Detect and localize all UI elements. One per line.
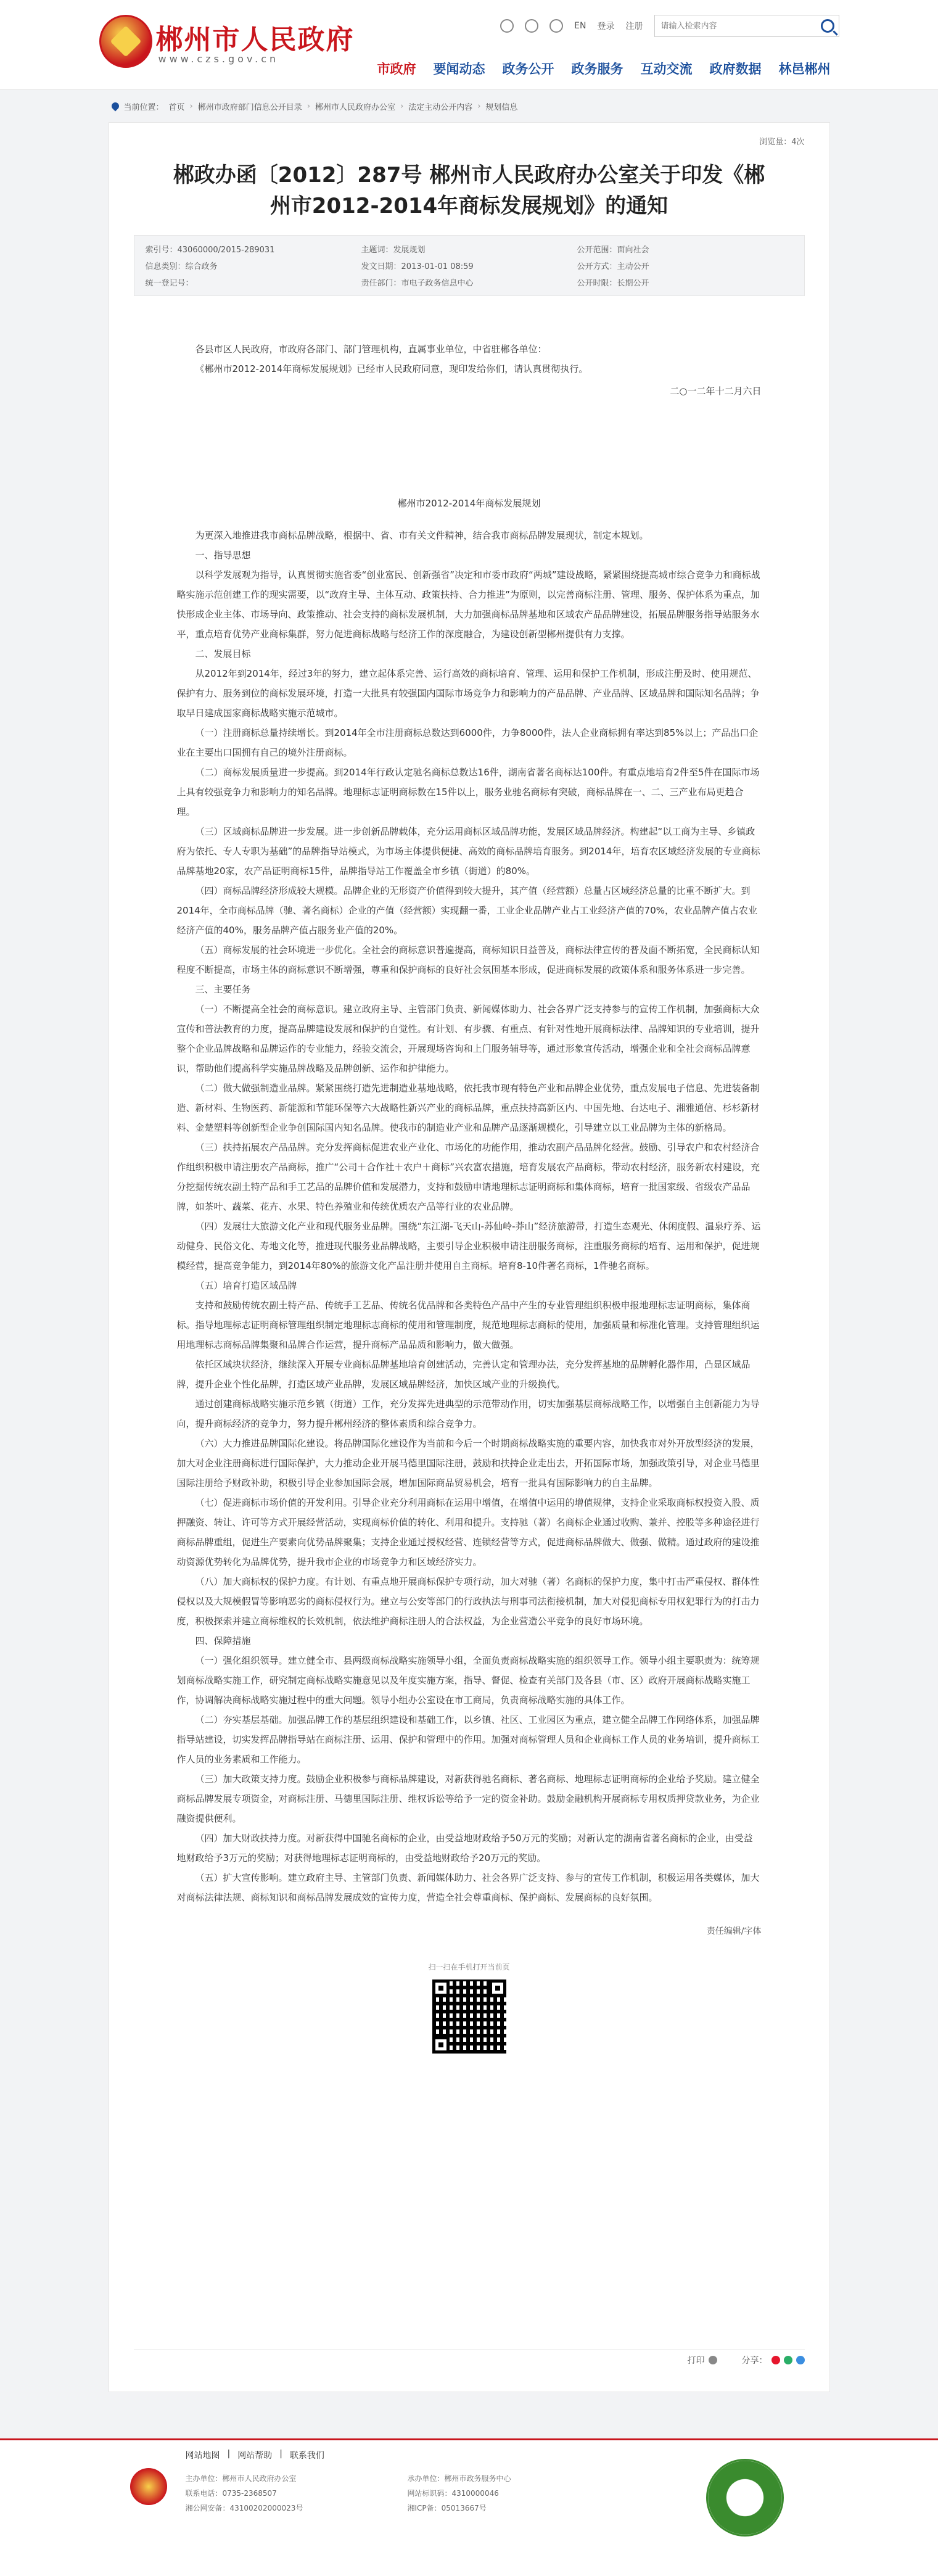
nav-item-public-affairs[interactable]: 政务公开 (502, 62, 554, 76)
footer-icp[interactable]: 湘ICP备：05013667号 (407, 2504, 487, 2512)
breadcrumb-directory[interactable]: 郴州市政府部门信息公开目录 (197, 102, 302, 112)
plan-paragraph: （六）大力推进品牌国际化建设。将品牌国际化建设作为当前和今后一个时期商标战略实施的重要内容，加快我市对外开放型经济的发展，加大对企业注册商标进行国际保护，大力推动企业开展马德里国际注册，鼓励和扶持企业走出去，开拓国际市场，加强政策引导，对企业马德里国际注册给予财政补助，积极引导企业参加国际会展，增加国际商品贸易机会，培育一批具有国际影响力的自主品牌。 (176, 1438, 760, 1488)
plan-paragraph: （一）注册商标总量持续增长。到2014年全市注册商标总数达到6000件，力争8000件，法人企业商标拥有率达到85%以上；产品出口企业在主要出口国拥有自己的境外注册商标。 (176, 727, 759, 758)
breadcrumb-office[interactable]: 郴州市人民政府办公室 (315, 102, 395, 112)
plan-paragraph: （三）加大政策支持力度。鼓励企业积极参与商标品牌建设，对新获得驰名商标、著名商标、地理标志证明商标的企业给予奖励。建立健全商标品牌发展专项资金，对商标注册、马德里国际注册、维权诉讼等给予一定的资金补助。鼓励金融机构开展商标专用权质押贷款业务，为企业融资提供便利。 (176, 1773, 760, 1824)
print-label: 打印 (687, 2356, 705, 2366)
doc-notice: 《郴州市2012-2014年商标发展规划》已经市人民政府同意，现印发给你们，请认真贯彻执行。 (195, 363, 588, 374)
nav-item-linyi[interactable]: 林邑郴州 (778, 62, 831, 76)
search-button[interactable] (817, 15, 839, 36)
share-group (742, 2354, 805, 2366)
nav-item-services[interactable]: 政务服务 (571, 62, 623, 76)
meta-period: 公开时限：长期公开 (577, 279, 649, 288)
footer-info (186, 2471, 630, 2516)
register-link[interactable]: 注册 (625, 22, 643, 31)
plan-paragraph: 二、发展目标 (195, 648, 251, 659)
footer-link-sitemap[interactable]: 网站地图 (185, 2451, 220, 2461)
plan-paragraph: （三）扶持拓展农产品品牌。充分发挥商标促进农业产业化、市场化的功能作用，推动农副产品品牌化经营。鼓励、引导农户和农村经济合作组织积极申请注册农产品商标，推广“公司＋合作社＋农户＋商标”兴农富农措施，培育发展农产品商标，带动农村经济，服务新农村建设，充分挖掘传统农副土特产品和手工艺品的品牌价值和发展潜力，支持和鼓励申请地理标志证明商标和集体商标，培育一批国家级、省级农产品品牌，如茶叶、蔬菜、花卉、水果、特色养殖业和传统优质农产品等行业的农业品牌。 (176, 1142, 760, 1212)
nav-item-interaction[interactable]: 互动交流 (640, 62, 693, 76)
weibo-share-icon[interactable] (771, 2356, 780, 2364)
nav-item-news[interactable]: 要闻动态 (433, 62, 485, 76)
share-label: 分享： (741, 2356, 768, 2366)
breadcrumb-current[interactable]: 规划信息 (485, 102, 518, 112)
search-icon (821, 19, 834, 33)
article-card (109, 122, 830, 2392)
plan-paragraph: （一）不断提高全社会的商标意识。建立政府主导、主管部门负责、新闻媒体助力、社会各界广泛支持参与的宣传工作机制，加强商标大众宣传和普法教育的力度，提高品牌建设发展和保护的自觉性。有计划、有步骤、有重点、有针对性地开展商标法律、品牌知识的专业培训，提升整个企业品牌战略和品牌运作的专业能力，经验交流会，开展现场咨询和上门服务辅导等，通过形象宣传活动，增强企业和全社会商标品牌意识，帮助他们提高科学实施品牌战略及品牌创新、运作和护律能力。 (176, 1004, 760, 1074)
login-link[interactable]: 登录 (597, 22, 615, 31)
qq-share-icon[interactable] (796, 2356, 805, 2364)
breadcrumb-sep: › (306, 101, 310, 111)
meta-index: 索引号：43060000/2015-289031 (145, 246, 275, 255)
meta-scope: 公开范围：面向社会 (577, 246, 649, 255)
site-name: 郴州市人民政府 (155, 24, 355, 56)
search-input[interactable] (660, 21, 817, 31)
plan-paragraph: （二）夯实基层基础。加强品牌工作的基层组织建设和基础工作，以乡镇、社区、工业园区为重点，建立健全品牌工作网络体系，加强品牌指导站建设，切实发挥品牌指导站在商标注册、运用、保护和管理中的作用。加强对商标管理人员和企业商标工作人员的业务培训，提升商标工作人员的业务素质和工作能力。 (176, 1714, 760, 1765)
footer-police-record[interactable]: 湘公网安备：43100202000023号 (185, 2504, 303, 2512)
mobile-icon[interactable] (525, 19, 538, 33)
header-tools (500, 14, 839, 38)
qr-section (134, 1962, 805, 2056)
site-footer (0, 2438, 938, 2576)
plan-paragraph: （七）促进商标市场价值的开发利用。引导企业充分利用商标在运用中增值，在增值中运用的增值规律，支持企业采取商标权投资入股、质押融资、转让、许可等方式开展经营活动，实现商标价值的转化、利用和提升。支持驰（著）名商标企业通过收购、兼并、控股等多种途径进行商标品牌重组，促进生产要素向优势品牌聚集；支持企业通过授权经营、连锁经营等方式，促进商标品牌做大、做强、做精。通过政府的建设推动资源优势转化为品牌优势，提升我市企业的市场竞争力和区域经济实力。 (176, 1497, 760, 1567)
plan-paragraph: 从2012年到2014年，经过3年的努力，建立起体系完善、运行高效的商标培育、管理、运用和保护工作机制，形成注册及时、使用规范、保护有力、服务到位的商标发展环境，打造一大批具有较强国内国际市场竞争力和影响力的产品品牌、产业品牌、区域品牌和国际知名品牌；争取早日建成国家商标战略实施示范城市。 (176, 668, 760, 719)
footer-phone: 联系电话：0735-2368507 (185, 2489, 277, 2498)
location-icon (110, 101, 120, 112)
plan-paragraph: （五）商标发展的社会环境进一步优化。全社会的商标意识普遍提高，商标知识日益普及，商标法律宣传的普及面不断拓宽，全民商标认知程度不断提高，市场主体的商标意识不断增强，尊重和保护商标的良好社会氛围基本形成，促进商标发展的政策体系和服务体系进一步完善。 (176, 944, 760, 975)
plan-paragraph: （二）商标发展质量进一步提高。到2014年行政认定驰名商标总数达16件，湖南省著名商标达100件。有重点地培育2件至5件在国际市场上具有较强竞争力和影响力的知名品牌。地理标志证明商标数在15件以上，服务业驰名商标有突破，商标品牌在一、二、三产业布局更趋合理。 (176, 767, 760, 817)
plan-paragraph: （三）区域商标品牌进一步发展。进一步创新品牌载体，充分运用商标区域品牌功能，发展区域品牌经济。构建起“以工商为主导、乡镇政府为依托、专人专职为基础”的品牌指导站模式，为市场主体提供便捷、高效的商标品牌培育服务。到2014年，培育农区域经济发展的专业商标品牌基地20家，农产品证明商标15件，品牌指导站工作覆盖全市乡镇（街道）的80%。 (176, 826, 760, 877)
weibo-icon[interactable] (549, 19, 563, 33)
plan-paragraph: 为更深入地推进我市商标品牌战略，根据中、省、市有关文件精神，结合我市商标品牌发展现状，制定本规划。 (195, 530, 649, 541)
site-header (0, 0, 938, 90)
responsible-editor: 责任编辑/字体 (706, 1926, 762, 1936)
nav-item-data[interactable]: 政府数据 (709, 62, 762, 76)
main-nav (369, 59, 839, 78)
site-domain: www.czs.gov.cn (158, 53, 279, 65)
meta-date: 发文日期：2013-01-01 08:59 (361, 262, 474, 271)
plan-paragraph: （二）做大做强制造业品牌。紧紧围绕打造先进制造业基地战略，依托我市现有特色产业和品牌企业优势，重点发展电子信息、先进装备制造、新材料、生物医药、新能源和节能环保等六大战略性新兴产业的商标品牌，重点扶持高新区内、中国先地、台达电子、湘雅通信、杉杉新材料、金楚塑料等创新型企业争创国际国内知名品牌。使我市的制造业产业和品牌产品逐渐规模化，引导建立以工业品牌为主体的新格局。 (176, 1083, 760, 1133)
breadcrumb-label: 当前位置： (123, 102, 164, 112)
article-actions (134, 2349, 805, 2371)
footer-links: 网站地图 | 网站帮助 | 联系我们 (185, 2449, 324, 2461)
view-count: 浏览量：4次 (759, 138, 805, 147)
plan-paragraph: 四、保障措施 (195, 1635, 251, 1646)
search-box (654, 15, 839, 37)
lang-toggle[interactable]: EN (574, 21, 586, 31)
gov-website-badge-icon[interactable] (706, 2459, 784, 2537)
breadcrumb-sep: › (400, 101, 404, 111)
site-logo[interactable] (99, 12, 355, 80)
breadcrumb-home[interactable]: 首页 (168, 102, 185, 112)
breadcrumb-category[interactable]: 法定主动公开内容 (408, 102, 473, 112)
footer-link-help[interactable]: 网站帮助 (237, 2451, 273, 2461)
plan-title: 郴州市2012-2014年商标发展规划 (397, 498, 541, 509)
plan-paragraph: 通过创建商标战略实施示范乡镇（街道）工作，充分发挥先进典型的示范带动作用，切实加强基层商标战略工作，以增强自主创新能力为导向，提升商标经济的竞争力，努力提升郴州经济的整体素质和综合竞争力。 (176, 1398, 760, 1429)
footer-link-contact[interactable]: 联系我们 (289, 2451, 324, 2461)
plan-paragraph: （四）商标品牌经济形成较大规模。品牌企业的无形资产价值得到较大提升，其产值（经营额）总量占区域经济总量的比重不断扩大。到2014年，全市商标品牌（驰、著名商标）企业的产值（经营额）实现翻一番，工业企业品牌产业占工业经济产值的70%，农业品牌产值占农业经济产值的40%，服务品牌产值占服务业产值的20%。 (176, 885, 758, 936)
doc-body (134, 339, 805, 1907)
plan-paragraph: （一）强化组织领导。建立健全市、县两级商标战略实施领导小组，全面负责商标战略实施的组织领导工作。领导小组主要职责为：统筹规划商标战略实施工作，研究制定商标战略实施意见以及年度实施方案，指导、督促、检查有关部门及各县（市、区）政府开展商标战略实施工作，协调解决商标战略实施过程中的重大问题。领导小组办公室设在市工商局，负责商标战略实施的具体工作。 (176, 1655, 760, 1706)
meta-reg-no: 统一登记号： (145, 279, 194, 288)
doc-date: 二○一二年十二月六日 (670, 386, 762, 397)
plan-paragraph: （八）加大商标权的保护力度。有计划、有重点地开展商标保护专项行动，加大对驰（著）名商标的保护力度，集中打击严重侵权、群体性侵权以及大规模假冒等影响恶劣的商标侵权行为。建立与公安等部门的行政执法与刑事司法衔接机制，加大对侵犯商标专用权犯罪行为的打击力度，积极探索并建立商标维权的长效机制，依法维护商标注册人的合法权益，为企业营造公平竞争的良好市场环境。 (176, 1576, 760, 1627)
meta-category: 信息类别：综合政务 (145, 262, 218, 271)
plan-paragraph: （五）培育打造区域品牌 (195, 1280, 297, 1291)
plan-paragraph: （四）加大财政扶持力度。对新获得中国驰名商标的企业，由受益地财政给予50万元的奖励；对新认定的湖南省著名商标的企业，由受益地财政给予3万元的奖励；对获得地理标志证明商标的，由受益地财政给予20万元的奖励。 (176, 1833, 753, 1864)
footer-sponsor: 主办单位：郴州市人民政府办公室 (185, 2474, 297, 2483)
page-title: 郴政办函〔2012〕287号 郴州市人民政府办公室关于印发《郴州市2012-2014年商标发展规划》的通知 (173, 163, 765, 218)
plan-paragraph: （四）发展壮大旅游文化产业和现代服务业品牌。围绕“东江湖-飞天山-苏仙岭-莽山”经济旅游带，打造生态观光、休闲度假、温泉疗养、运动健身、民俗文化、寿地文化等，推进现代服务业品牌战略，主要引导企业积极申请注册服务商标，注重服务商标的培育、运用和保护，促进规模经营，提高竞争能力，到2014年80%的旅游文化产品注册并使用自主商标。培育8-10件著名商标，1件驰名商标。 (176, 1221, 761, 1271)
plan-paragraph: 三、主要任务 (195, 984, 251, 995)
breadcrumb-sep: › (189, 101, 193, 111)
footer-organizer: 承办单位：郴州市政务服务中心 (407, 2474, 511, 2483)
nav-item-government[interactable]: 市政府 (377, 62, 416, 76)
national-emblem-icon (99, 15, 152, 68)
footer-emblem-icon (130, 2468, 167, 2505)
meta-method: 公开方式：主动公开 (577, 262, 649, 271)
print-button[interactable] (688, 2354, 717, 2366)
plan-paragraph: 支持和鼓励传统农副土特产品、传统手工艺品、传统名优品牌和各类特色产品中产生的专业管理组织积极申报地理标志证明商标，集体商标。指导地理标志证明商标管理组织制定地理标志商标的使用和管理制度，规范地理标志商标的使用，加强质量和标准化管理。支持管理组织运用地理标志商标品牌集聚和品牌合作运营，提升商标产品品质和影响力，做大做强。 (176, 1300, 760, 1350)
accessibility-icon[interactable] (500, 19, 514, 33)
meta-keyword: 主题词：发展规划 (361, 246, 426, 255)
breadcrumb (105, 95, 833, 117)
printer-icon (709, 2356, 717, 2364)
footer-site-id: 网站标识码：4310000046 (407, 2489, 499, 2498)
plan-paragraph: 一、指导思想 (195, 550, 251, 561)
plan-paragraph: 以科学发展观为指导，认真贯彻实施省委“创业富民、创新强省”决定和市委市政府“两城”建设战略，紧紧围绕提高城市综合竞争力和商标战略实施示范创建工作的现实需要，以“政府主导、主体互动、政策扶持、合力推进”为原则，以完善商标注册、管理、服务、保护体系为重点，加快形成企业主体、市场导向、政策推动、社会支持的商标发展机制，大力加强商标品牌基地和区域农产品品牌建设，拓展品牌服务指导站服务水平，重点培育优势产业商标集群，努力促进商标战略与经济工作的深度融合，为建设创新型郴州提供有力支撑。 (176, 569, 760, 640)
wechat-share-icon[interactable] (784, 2356, 792, 2364)
doc-greeting: 各县市区人民政府，市政府各部门、部门管理机构，直属事业单位，中省驻郴各单位： (195, 344, 547, 355)
qr-code (430, 1977, 509, 2056)
plan-paragraph: 依托区域块状经济，继续深入开展专业商标品牌基地培育创建活动，完善认定和管理办法，充分发挥基地的品牌孵化器作用，凸显区域品牌，提升企业个性化品牌，打造区域产业品牌，发展区域品牌经济，加快区域产业的升级换代。 (176, 1359, 751, 1390)
plan-paragraph: （五）扩大宣传影响。建立政府主导、主管部门负责、新闻媒体助力、社会各界广泛支持、参与的宣传工作机制，积极运用各类媒体，加大对商标法律法规、商标知识和商标品牌发展成效的宣传力度，营造全社会尊重商标、保护商标、发展商标的良好氛围。 (176, 1872, 760, 1903)
plan-paragraphs (177, 526, 762, 1907)
breadcrumb-sep: › (477, 101, 481, 111)
qr-caption: 扫一扫在手机打开当前页 (428, 1963, 510, 1971)
meta-department: 责任部门：市电子政务信息中心 (361, 279, 474, 288)
doc-meta (134, 235, 805, 296)
